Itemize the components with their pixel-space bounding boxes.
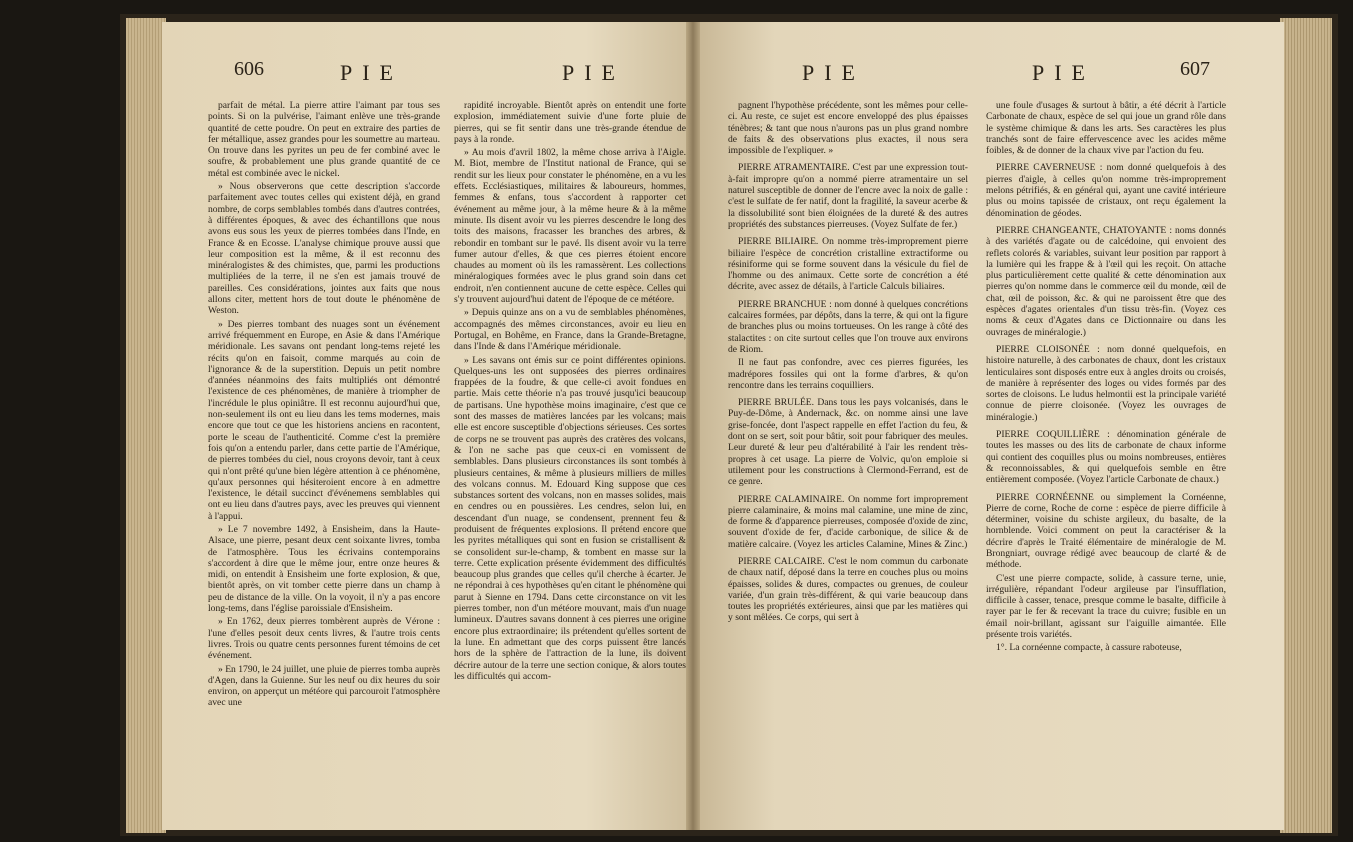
paragraph: » Les savans ont émis sur ce point différentes opinions. Quelques-uns les ont supposées des pierres ordinaires frappées de la foudre, & que celle-ci avoit fondues en partie. Mais cette théorie n'a pas trouvé jusqu'ici beaucoup de partisans. Une hypothèse moins imaginaire, c'est que ce sont des masses de matières lancées par les volcans; mais elle est encore susceptible d'objections sérieuses. Ces sortes de corps ne se trouvent pas auprès des cratères des volcans, & l'on ne sache pas que ceux-ci en vomissent de semblables. Dans plusieurs circonstances ils sont tombés à plusieurs centaines, & même à plusieurs milliers de milles des volcans connus. M. Edouard King suppose que ces substances sortent des volcans, non en masses solides, mais en cendres ou en poussières. Les cendres, selon lui, en descendant d'un nuage, se condensent, prennent feu & produisent de fréquentes explosions. Il prétend encore que les pyrites métalliques qui sont en fusion se cristallisent & se consolident sur-le-champ, & tombent en masse sur la terre. Cette explication présente évidemment des difficultés beaucoup plus grandes que celles qu'il cherche à écarter. Je ne répondrai à ces hypothèses qu'en citant le phénomène qui parut à Sienne en 1794. Dans cette circonstance on vit les pierres tomber, non d'un météore mouvant, mais d'un nuage lumineux. D'autres savans donnent à ces pierres une origine encore plus extraordinaire; ils prétendent qu'elles sortent de la lune. En admettant que des corps puissent être lancés hors de la sphère de l'attraction de la lune, ils doivent décrire autour de la terre une section conique, & alors toutes les difficultés qui accom- — [454, 354, 686, 682]
right-column-1 — [728, 100, 968, 825]
dictionary-entry: PIERRE BRANCHUE : nom donné à quelques concrétions calcaires formées, par dépôts, dans la terre, & qui ont la figure de branches plus ou moins tortueuses. On les range à côté des stalactites : on cite surtout celles que l'on trouve aux environs de Riom. — [728, 298, 968, 355]
right-page-number: 607 — [1180, 58, 1210, 80]
paragraph: » Au mois d'avril 1802, la même chose arriva à l'Aigle. M. Biot, membre de l'Institut national de France, qui se rendit sur les lieux pour constater le phénomène, en a vu les effets. Ecclésiastiques, militaires & laboureurs, hommes, femmes & enfans, tous s'accordent à rapporter cet événement au même jour, à la même heure & à la même minute. Ils disent avoir vu les pierres descendre le long des toits des maisons, fracasser les branches des arbres, & rebondir en tombant sur le pavé. Ils disent avoir vu la terre fumer autour d'elles, & que ces pierres étoient encore chaudes au moment où ils les ramassèrent. Les collections minéralogiques formées avec le plus grand soin dans cet endroit, n'en contiennent aucune de cette espèce. Celles qui s'y trouvent aujourd'hui datent de l'époque de ce météore. — [454, 147, 686, 306]
left-head-word-1: PIE — [340, 60, 403, 85]
dictionary-entry: PIERRE BILIAIRE. On nomme très-improprement pierre biliaire l'espèce de concrétion cristalline extractiforme ou résiniforme qui se forme souvent dans la vésicule du fiel de l'homme ou des animaux. Cette sorte de concrétion a été décrite, avec assez de détails, à l'article Calculs biliaires. — [728, 236, 968, 293]
left-page-number: 606 — [234, 58, 264, 80]
page-edges-left — [126, 18, 166, 833]
left-column-1 — [208, 100, 440, 825]
dictionary-entry: PIERRE COQUILLIÈRE : dénomination générale de toutes les masses ou des lits de carbonate de chaux informe qui contient des coquilles plus ou moins nombreuses, entières & reconnoissables, & qui quelquefois semble en être entièrement composée. (Voyez l'article Carbonate de chaux.) — [986, 429, 1226, 486]
right-running-head — [692, 58, 1284, 88]
paragraph: » En 1790, le 24 juillet, une pluie de pierres tomba auprès d'Agen, dans la Guienne. Sur les neuf ou dix heures du soir environ, on apperçut un météore qui parcouroit l'atmosphère avec une — [208, 663, 440, 709]
left-head-word-2: PIE — [562, 60, 625, 85]
book-gutter — [686, 22, 700, 830]
dictionary-entry: PIERRE ATRAMENTAIRE. C'est par une expression tout-à-fait impropre qu'on a nommé pierre atramentaire un sel naturel susceptible de donner de l'encre avec la noix de galle : c'est le sulfate de fer natif, dont la fragilité, la saveur acerbe & la dissolubilité sont bien éloignées de la dureté & des autres propriétés des substances pierreuses. (Voyez Sulfate de fer.) — [728, 162, 968, 230]
paragraph: » Des pierres tombant des nuages sont un événement arrivé fréquemment en Europe, en Asie & dans l'Amérique méridionale. Les savans ont pendant long-tems rejeté les récits qu'on en faisoit, comme marqués au coin de l'ignorance & de la superstition. Depuis un petit nombre d'années néanmoins des faits multipliés ont démontré l'existence de ces phénomènes, de manière à triompher de l'incrédule le plus opiniâtre. Il est reconnu aujourd'hui que, non-seulement ils ont eu lieu dans les tems modernes, mais encore que tout ce que les historiens anciens en racontent, porte le sceau de l'authenticité. Comme c'est la première fois qu'on a entendu parler, dans cette partie de l'Amérique, de pierres tombées du ciel, nous croyons devoir, tant à ceux qui n'ont prêté qu'une bien légère attention à ce phénomène, qu'aux personnes qui hésiteroient encore à en admettre l'existence, le détail succinct d'événemens semblables qui ont eu lieu dans d'autres pays, avec les preuves qui viennent à l'appui. — [208, 318, 440, 522]
right-page — [692, 22, 1284, 830]
right-head-word-1: PIE — [802, 60, 865, 85]
paragraph: » Nous observerons que cette description s'accorde parfaitement avec toutes celles qui existent déjà, en grand nombre, de corps semblables tombés dans d'autres contrées, à différentes époques, & avec des échantillons que nous avons eus sous les yeux de pierres tombées dans l'Inde, en France & en Ecosse. L'analyse chimique prouve aussi que leur composition est la même, & il est reconnu des minéralogistes & des chimistes, que, parmi les productions multipliées de la terre, il ne s'en est jamais trouvé de pareilles. Ces considérations, jointes aux faits que nous allons citer, mettent hors de tout doute le phénomène de Weston. — [208, 181, 440, 317]
dictionary-entry: PIERRE CORNÉENNE ou simplement la Cornéenne, Pierre de corne, Roche de corne : espèce de pierre difficile à déterminer, voisine du schiste argileux, du basalte, de la hornblende. Voici comment on peut la caractériser & la décrire d'après le Traité élémentaire de minéralogie de M. Brongniart, ouvrage rédigé avec beaucoup de clarté & de méthode. — [986, 491, 1226, 571]
left-column-2 — [454, 100, 686, 825]
dictionary-entry: PIERRE CAVERNEUSE : nom donné quelquefois à des pierres d'aigle, à celles qu'on nomme très-improprement melons pétrifiés, & en général qui, ayant une cavité intérieure plus ou moins tapissée de cristaux, ont reçu également la dénomination de géodes. — [986, 162, 1226, 219]
paragraph: parfait de métal. La pierre attire l'aimant par tous ses points. Si on la pulvérise, l'aimant enlève une très-grande quantité de cette poudre. On peut en extraire des parties de fer métallique, assez grandes pour les soumettre au marteau. On trouve dans les pyrites un peu de fer combiné avec le soufre, & probablement une plus grande quantité de ce métal est combinée avec le nickel. — [208, 100, 440, 179]
left-page — [162, 22, 692, 830]
paragraph: une foule d'usages & surtout à bâtir, a été décrit à l'article Carbonate de chaux, espèce de sel qui joue un grand rôle dans le système chimique & dans les arts. Ses caractères les plus tranchés sont de faire effervescence avec les acides même foibles, & de donner de la chaux vive par l'action du feu. — [986, 100, 1226, 157]
paragraph: pagnent l'hypothèse précédente, sont les mêmes pour celle-ci. Au reste, ce sujet est encore enveloppé des plus épaisses ténèbres; & tant que nous n'aurons pas un plus grand nombre de faits & des observations plus exactes, il nous sera impossible de l'expliquer. » — [728, 100, 968, 157]
paragraph: » Le 7 novembre 1492, à Ensisheim, dans la Haute-Alsace, une pierre, pesant deux cent soixante livres, tomba de l'atmosphère. Tous les écrivains contemporains s'accordent à dire que le même jour, entre onze heures & midi, on entendit à Ensisheim une forte explosion, & que, bientôt après, on vit tomber cette pierre dans un champ à peu de distance de la ville. On la voyoit, il n'y a pas encore long-tems, dans l'église paroissiale d'Ensisheim. — [208, 523, 440, 615]
left-running-head — [162, 58, 692, 88]
dictionary-entry: PIERRE CHANGEANTE, CHATOYANTE : noms donnés à des variétés d'agate ou de calcédoine, qui envoient des reflets colorés & variables, suivant leur position par rapport à la lumière qui les frappe & à l'œil qui les reçoit. On attache plus particulièrement cette qualité & cette dénomination aux pierres qu'on nomme dans le commerce œil du monde, œil de chat, œil de poisson, &c. & qui ne paroissent être que des espèces d'agates orientales d'un tissu très-fin. (Voyez ces noms & ceux d'Agates dans ce Dictionnaire ou dans les ouvrages de minéralogie.) — [986, 224, 1226, 338]
right-column-2 — [986, 100, 1226, 825]
right-head-word-2: PIE — [1032, 60, 1095, 85]
paragraph: Il ne faut pas confondre, avec ces pierres figurées, les madrépores fossiles qui ont la forme d'arbres, & qu'on rencontre dans les terrains coquilliers. — [728, 357, 968, 391]
paragraph: » Depuis quinze ans on a vu de semblables phénomènes, accompagnés des mêmes circonstances, avoir eu lieu en Portugal, en Bohême, en France, dans la Grande-Bretagne, dans l'Inde & dans l'Amérique méridionale. — [454, 307, 686, 353]
dictionary-entry: PIERRE CLOISONÉE : nom donné quelquefois, en histoire naturelle, à des carbonates de chaux, dont les cristaux lenticulaires sont disposés entre eux à angles droits ou croisés, de manière à représenter des loges ou vides formés par des sortes de cloisons. Le ludus helmontii est la principale variété connue de pierre cloisonée. (Voyez les ouvrages de minéralogie.) — [986, 343, 1226, 423]
paragraph: » En 1762, deux pierres tombèrent auprès de Vérone : l'une d'elles pesoit deux cents livres, & l'autre trois cents livres. Trois ou quatre cents personnes furent témoins de cet événement. — [208, 616, 440, 662]
paragraph: rapidité incroyable. Bientôt après on entendit une forte explosion, immédiatement suivie d'une forte pluie de pierres, qui se fit sentir dans une très-grande étendue de pays à la ronde. — [454, 100, 686, 145]
dictionary-entry: PIERRE CALCAIRE. C'est le nom commun du carbonate de chaux natif, déposé dans la terre en couches plus ou moins épaisses, solides & dures, compactes ou grenues, de couleur variée, d'un grain très-différent, & qui varie beaucoup dans toutes les propriétés extérieures, ainsi que par les matières qui y sont mêlées. Ce corps, qui sert à — [728, 555, 968, 624]
paragraph: 1°. La cornéenne compacte, à cassure raboteuse, — [996, 642, 1182, 654]
paragraph: C'est une pierre compacte, solide, à cassure terne, unie, irrégulière, répandant l'odeur argileuse par l'insufflation, difficile à casser, tenace, presque comme le basalte, difficile à rayer par le fer & recevant la trace du cuivre; fusible en un émail noir-brillant, agissant sur l'aiguille aimantée. Elle présente trois variétés. — [986, 572, 1226, 641]
page-edges-right — [1280, 18, 1332, 833]
dictionary-entry: PIERRE BRULÉE. Dans tous les pays volcanisés, dans le Puy-de-Dôme, à Andernack, &c. on nomme ainsi une lave grise-foncée, dont l'aspect rappelle en effet l'action du feu, & dont on se sert, soit pour bâtir, soit pour fabriquer des meules. Leur dureté & leur peu d'altérabilité à l'air les rendent très-propres à cet usage. La pierre de Volvic, qu'on emploie si utilement pour les constructions à Clermond-Ferrand, est de ce genre. — [728, 397, 968, 488]
dictionary-entry: PIERRE CALAMINAIRE. On nomme fort improprement pierre calaminaire, & moins mal calamine, une mine de zinc, de forme & d'apparence pierreuses, composée d'oxide de zinc, souvent d'oxide de fer, d'acide carbonique, de silice & de matière calcaire. (Voyez les articles Calamine, Mines & Zinc.) — [728, 493, 968, 550]
